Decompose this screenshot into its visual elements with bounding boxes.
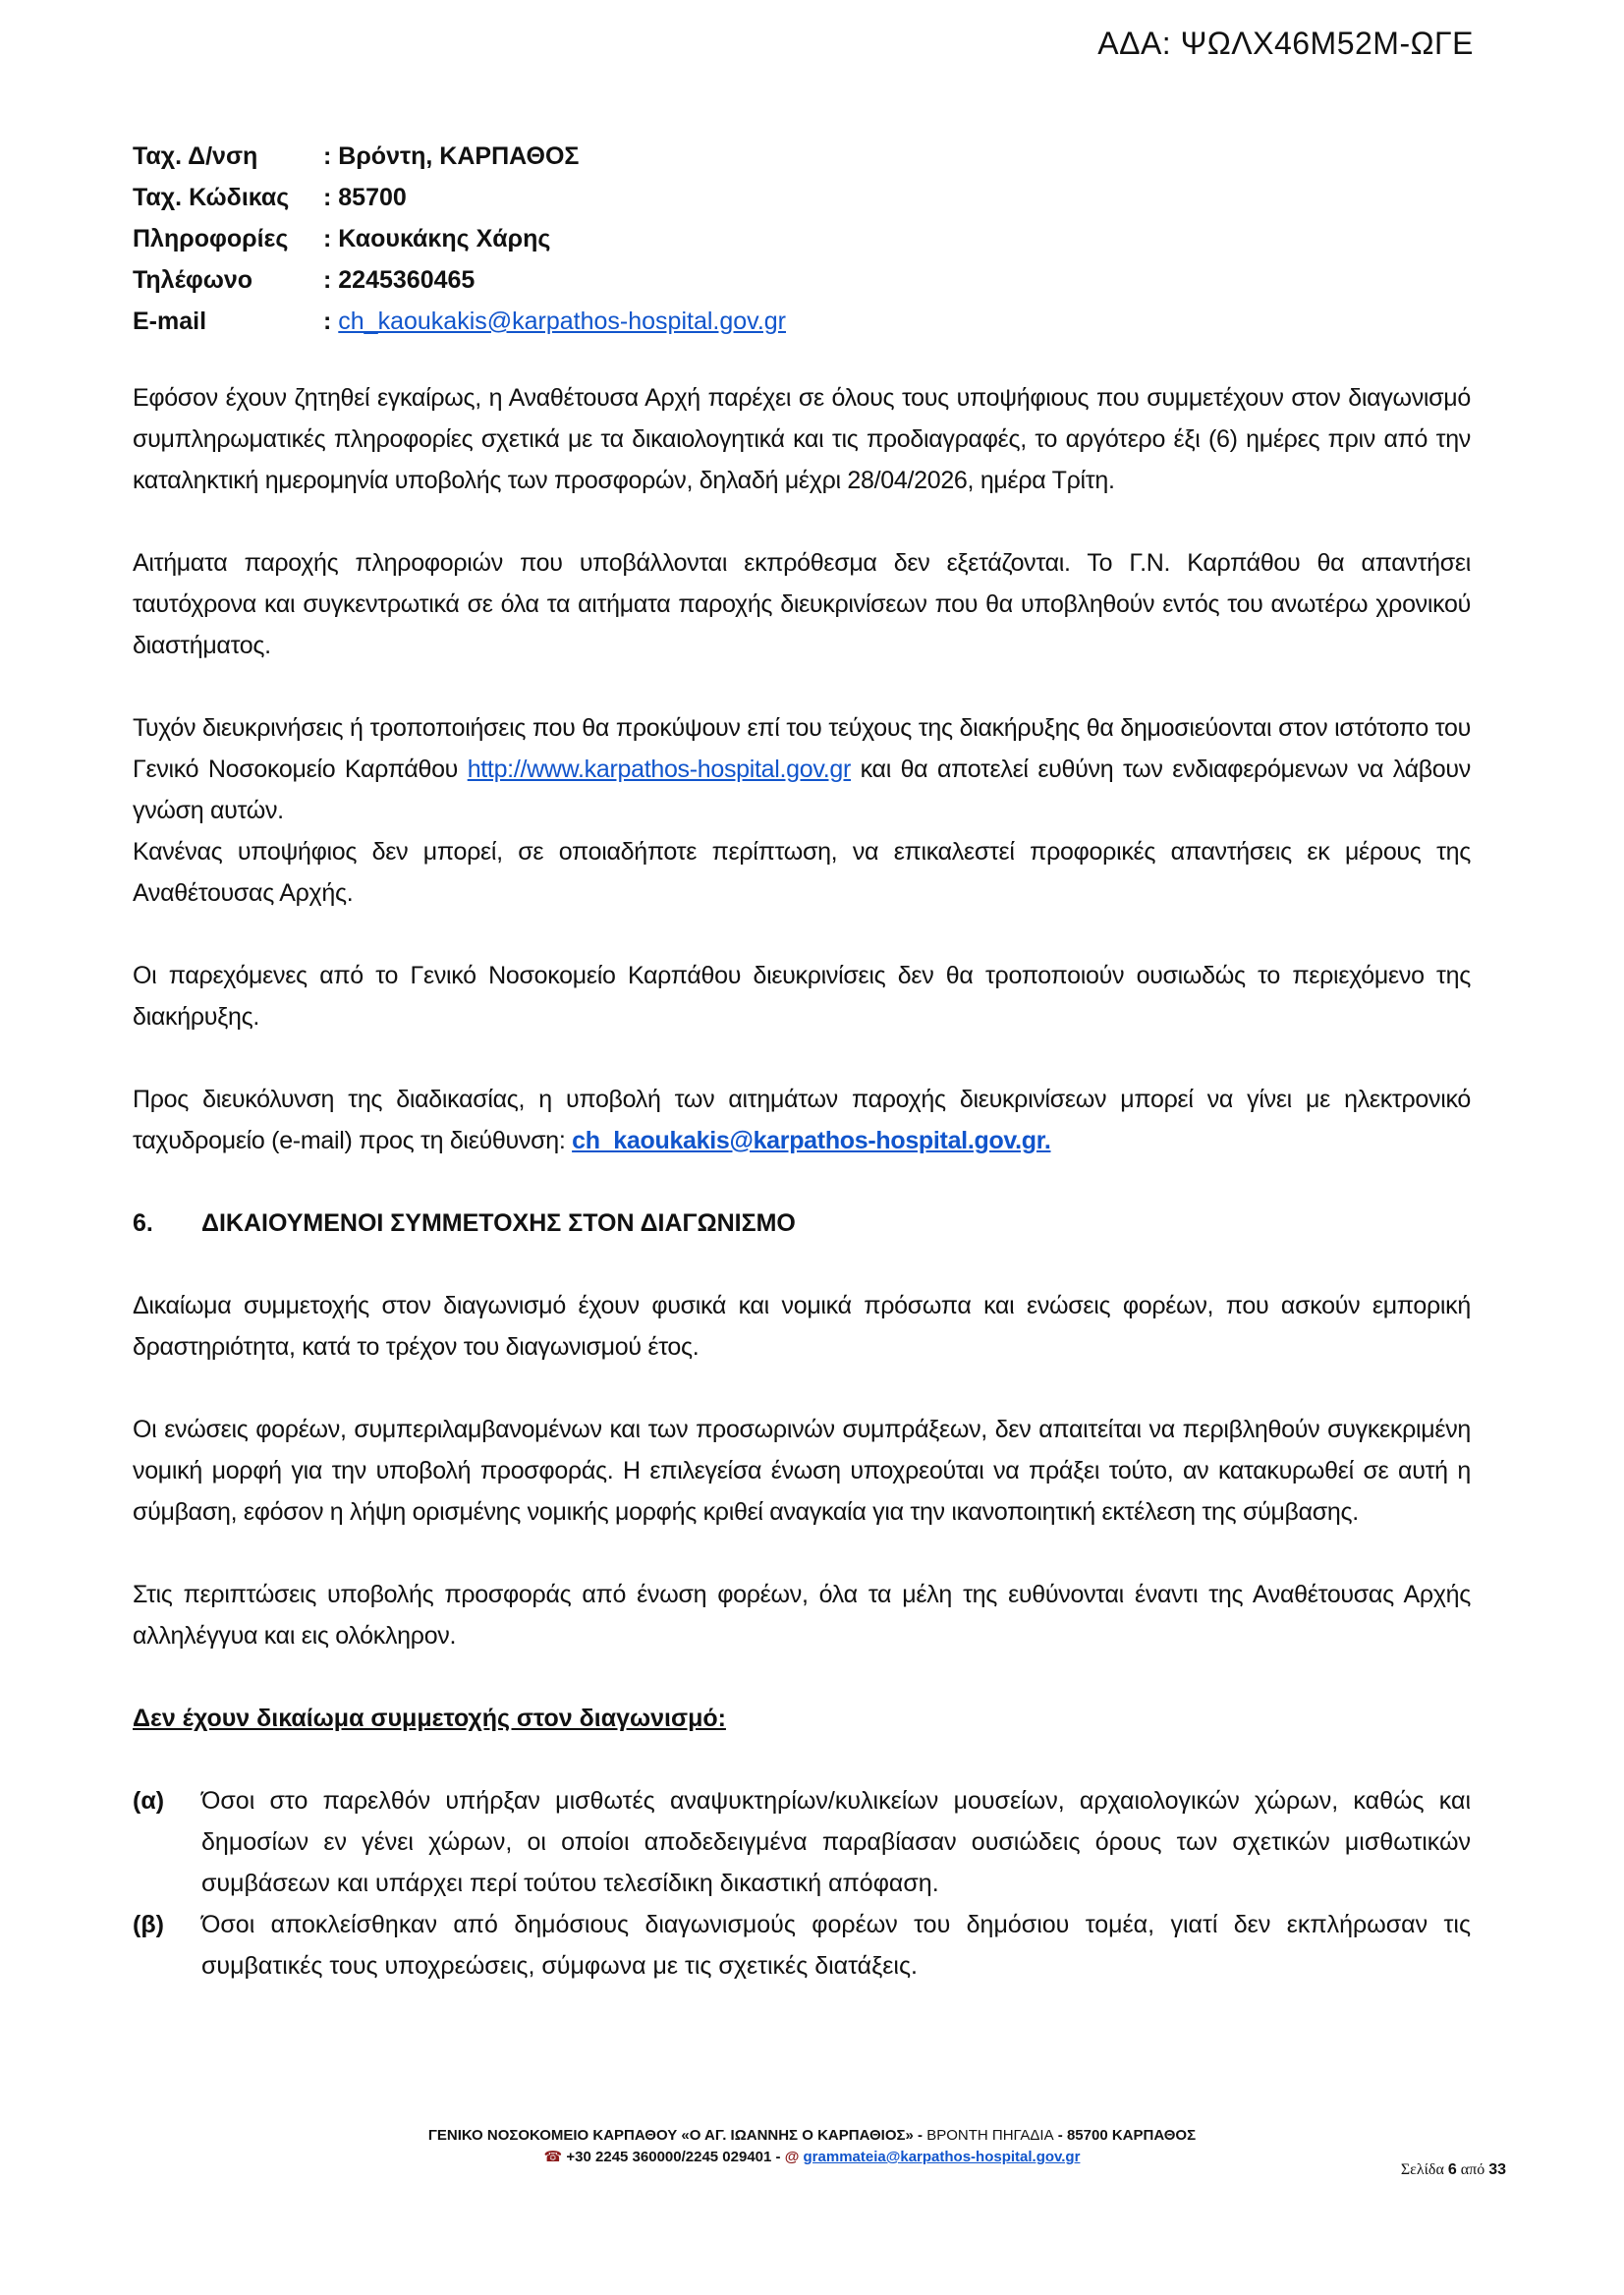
paragraph-eligibility: Δικαίωμα συμμετοχής στον διαγωνισμό έχουν φυσικά και νομικά πρόσωπα και ενώσεις φορέων, που ασκούν εμπορική δραστηριότητα, κατά το τρέχον του διαγωνισμού έτος. — [133, 1292, 1471, 1361]
submission-email-link[interactable]: ch_kaoukakis@karpathos-hospital.gov.gr. — [572, 1127, 1051, 1154]
page-number — [1401, 2161, 1506, 2179]
contact-value: : 85700 — [323, 184, 407, 211]
footer-org: ΓΕΝΙΚΟ ΝΟΣΟΚΟΜΕΙΟ ΚΑΡΠΑΘΟΥ «Ο ΑΓ. ΙΩΑΝΝΗΣ Ο ΚΑΡΠΑΘΙΟΣ» — [427, 2127, 914, 2144]
paragraph-late-requests: Αιτήματα παροχής πληροφοριών που υποβάλλονται εκπρόθεσμα δεν εξετάζονται. Το Γ.Ν. Καρπάθου θα απαντήσει ταυτόχρονα και συγκεντρωτικά σε όλα τα αιτήματα παροχής διευκρινίσεων που θα υποβληθούν εντός του ανωτέρω χρονικού διαστήματος. — [133, 549, 1471, 659]
footer-org-line — [0, 2125, 1624, 2147]
paragraph-publication — [133, 707, 1471, 831]
pager-current: 6 — [1447, 2161, 1457, 2178]
text: Τυχόν διευκρινήσεις ή τροποποιήσεις που θα προκύψουν επί του τεύχους της διακήρυξης θα δημοσιεύονται στον ιστότοπο του Γενικό Νοσοκομείο Καρπάθου — [133, 714, 1471, 783]
paragraph-no-modification: Οι παρεχόμενες από το Γενικό Νοσοκομείο Καρπάθου διευκρινίσεις δεν θα τροποποιούν ουσιωδώς το περιεχόμενο της διακήρυξης. — [133, 962, 1471, 1031]
pager-label: Σελίδα — [1400, 2161, 1444, 2178]
at-icon: @ — [784, 2149, 800, 2165]
footer-email-link[interactable]: grammateia@karpathos-hospital.gov.gr — [803, 2149, 1081, 2165]
contact-label: Ταχ. Κώδικας — [133, 184, 290, 211]
list-item — [133, 1780, 1471, 1904]
contact-row-address — [133, 136, 1471, 177]
section-title: ΔΙΚΑΙΟΥΜΕΝΟΙ ΣΥΜΜΕΤΟΧΗΣ ΣΤΟΝ ΔΙΑΓΩΝΙΣΜΟ — [201, 1209, 796, 1237]
footer-city: 85700 ΚΑΡΠΑΘΟΣ — [1066, 2127, 1197, 2144]
section-6-heading — [133, 1203, 1471, 1244]
list-item — [133, 1904, 1471, 1987]
footer-contact-line — [0, 2147, 1624, 2168]
ineligible-subheading: Δεν έχουν δικαίωμα συμμετοχής στον διαγωνισμό: — [133, 1705, 726, 1732]
contact-label: Τηλέφωνο — [133, 266, 253, 294]
contact-value: : Βρόντη, ΚΑΡΠΑΘΟΣ — [323, 142, 580, 170]
text: Προς διευκόλυνση της διαδικασίας, η υποβολή των αιτημάτων παροχής διευκρινίσεων μπορεί να γίνει με ηλεκτρονικό ταχυδρομείο (e-mail) προς τη διεύθυνση: — [133, 1086, 1471, 1154]
contact-block — [133, 136, 1471, 342]
paragraph-oral-answers: Κανένας υποψήφιος δεν μπορεί, σε οποιαδήποτε περίπτωση, να επικαλεστεί προφορικές απαντήσεις εκ μέρους της Αναθέτουσας Αρχής. — [133, 838, 1471, 907]
colon: : — [323, 308, 339, 335]
website-link[interactable]: http://www.karpathos-hospital.gov.gr — [467, 756, 852, 783]
section-number: 6. — [133, 1209, 153, 1237]
contact-label: Ταχ. Δ/νση — [133, 142, 258, 170]
paragraph-unions: Οι ενώσεις φορέων, συμπεριλαμβανομένων και των προσωρινών συμπράξεων, δεν απαιτείται να περιβληθούν συγκεκριμένη νομική μορφή για την υποβολή προσφοράς. Η επιλεγείσα ένωση υποχρεούται να πράξει τούτο, αν κατακυρωθεί σε αυτή η σύμβαση, εφόσον η λήψη ορισμένης νομικής μορφής κριθεί αναγκαία για την ικανοποιητική εκτέλεση της σύμβασης. — [133, 1416, 1471, 1526]
ada-code: ΑΔΑ: ΨΩΛΧ46Μ52Μ-ΩΓΕ — [1097, 26, 1474, 61]
list-marker: (α) — [133, 1787, 165, 1815]
list-text: Όσοι αποκλείσθηκαν από δημόσιους διαγωνισμούς φορέων του δημόσιου τομέα, γιατί δεν εκπλήρωσαν τις συμβατικές τους υποχρεώσεις, σύμφωνα με τις σχετικές διατάξεις. — [201, 1911, 1471, 1980]
pager-total: 33 — [1488, 2161, 1506, 2178]
contact-row-info — [133, 218, 1471, 259]
paragraph-clarifications-deadline: Εφόσον έχουν ζητηθεί εγκαίρως, η Αναθέτουσα Αρχή παρέχει σε όλους τους υποψήφιους που συμμετέχουν στον διαγωνισμό συμπληρωματικές πληροφορίες σχετικά με τα δικαιολογητικά και τις προδιαγραφές, το αργότερο έξι (6) ημέρες πριν από την καταληκτική ημερομηνία υποβολής των προσφορών, δηλαδή μέχρι 28/04/2026, ημέρα Τρίτη. — [133, 384, 1471, 494]
separator: - — [913, 2127, 927, 2144]
contact-value: : 2245360465 — [323, 266, 476, 294]
contact-row-email — [133, 301, 1471, 342]
contact-label: Πληροφορίες — [133, 225, 289, 252]
pager-of: από — [1460, 2161, 1485, 2178]
page-footer — [0, 2125, 1624, 2168]
footer-address: ΒΡΟΝΤΗ ΠΗΓΑΔΙΑ — [926, 2127, 1054, 2144]
contact-row-postcode — [133, 177, 1471, 218]
text: και θα αποτελεί ευθύνη των ενδιαφερόμενων να λάβουν γνώση αυτών. — [133, 756, 1471, 824]
separator: - — [1053, 2127, 1067, 2144]
paragraph-email-submission — [133, 1079, 1471, 1161]
document-page — [133, 136, 1471, 1987]
contact-value — [323, 301, 786, 342]
list-text: Όσοι στο παρελθόν υπήρξαν μισθωτές αναψυκτηρίων/κυλικείων μουσείων, αρχαιολογικών χώρων, καθώς και δημοσίων εν γένει χώρων, οι οποίοι αποδεδειγμένα παραβίασαν ουσιώδεις όρους των σχετικών μισθωτικών συμβάσεων και υπάρχει περί τούτου τελεσίδικη δικαστική απόφαση. — [201, 1787, 1471, 1897]
contact-row-phone — [133, 259, 1471, 301]
footer-phones: +30 2245 360000/2245 029401 - — [562, 2149, 785, 2165]
contact-email-link[interactable]: ch_kaoukakis@karpathos-hospital.gov.gr — [338, 308, 786, 335]
paragraph-joint-liability: Στις περιπτώσεις υποβολής προσφοράς από ένωση φορέων, όλα τα μέλη της ευθύνονται έναντι της Αναθέτουσας Αρχής αλληλέγγυα και εις ολόκληρον. — [133, 1581, 1471, 1650]
contact-value: : Καουκάκης Χάρης — [323, 225, 551, 252]
list-marker: (β) — [133, 1911, 164, 1938]
contact-label: E-mail — [133, 308, 207, 335]
phone-icon: ☎ — [543, 2149, 563, 2165]
